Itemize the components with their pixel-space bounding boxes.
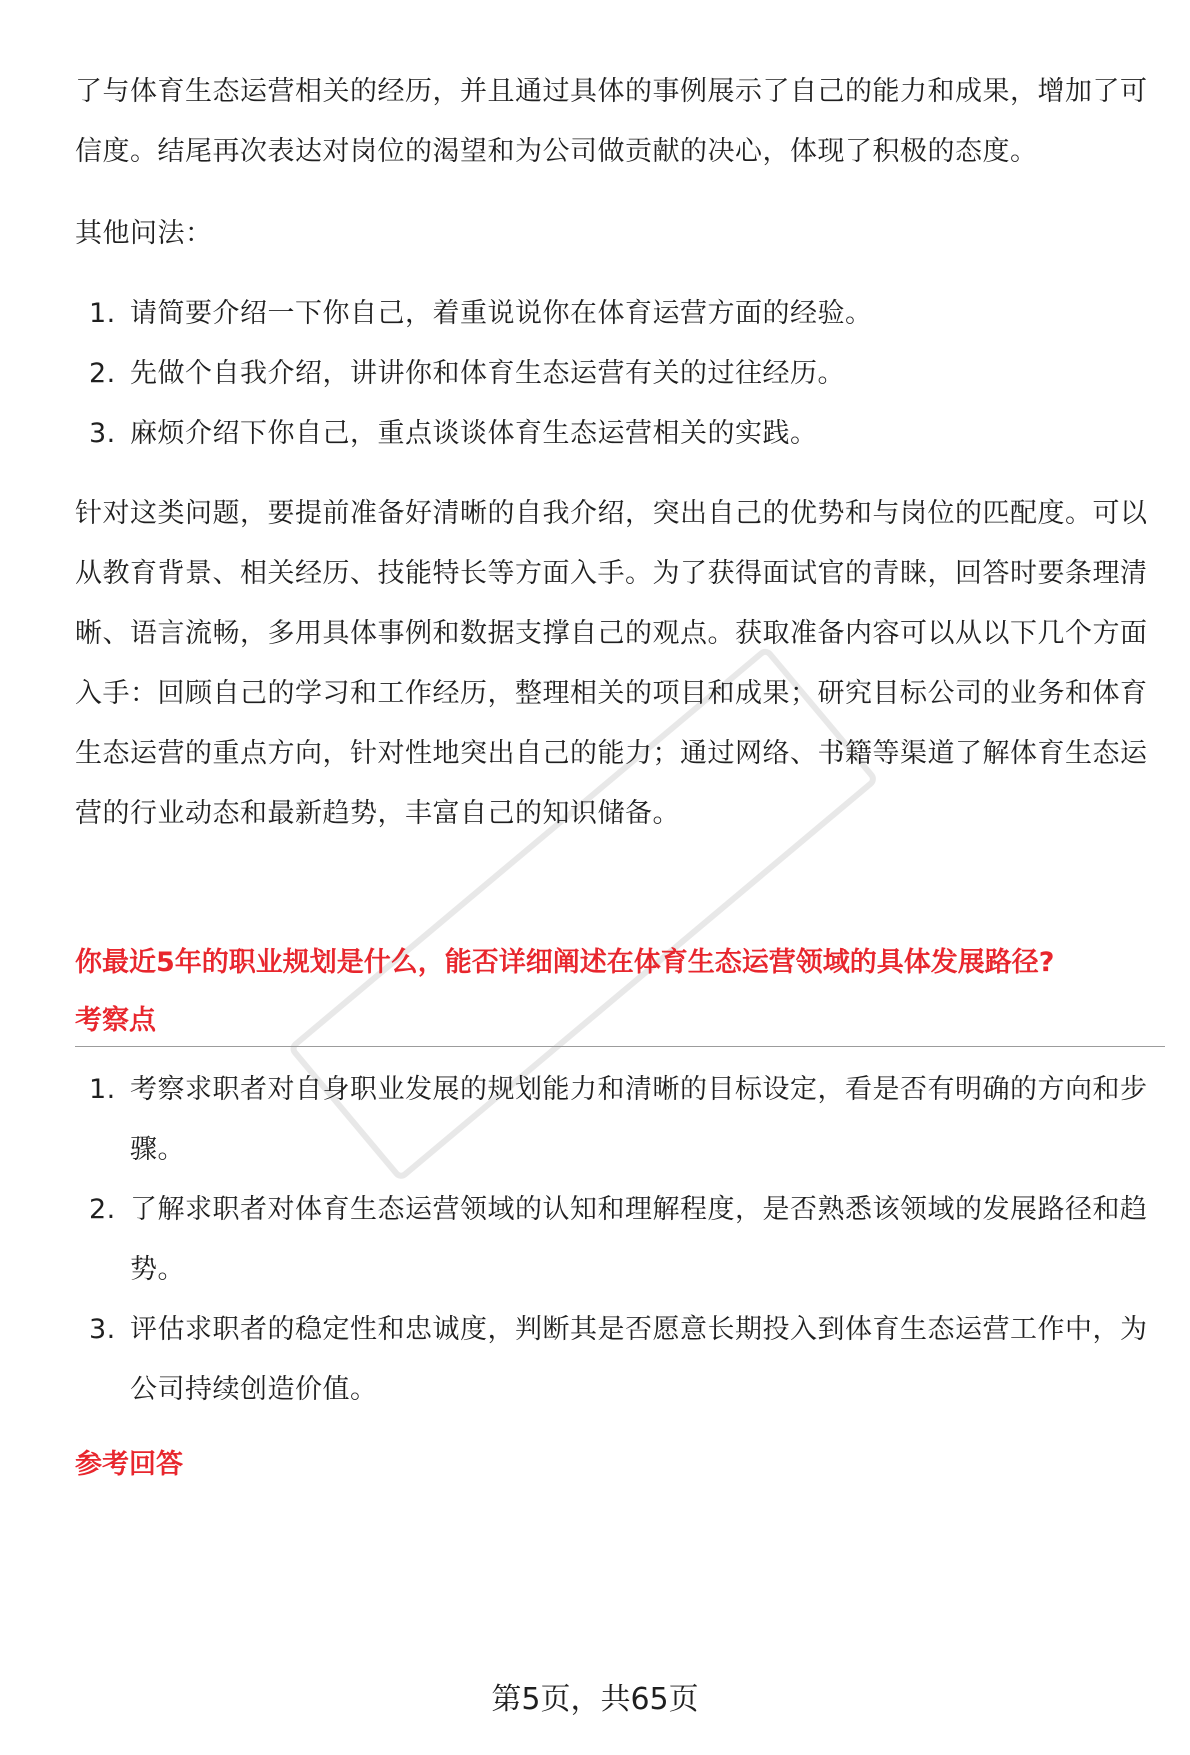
list-item xyxy=(75,1060,1160,1180)
question-title: 你最近5年的职业规划是什么，能否详细阐述在体育生态运营领域的具体发展路径? xyxy=(75,947,1055,978)
list-item xyxy=(75,344,1160,404)
advice-paragraph: 针对这类问题，要提前准备好清晰的自我介绍，突出自己的优势和与岗位的匹配度。可以从教育背景、相关经历、技能特长等方面入手。为了获得面试官的青睐，回答时要条理清晰、语言流畅，多用具体事例和数据支撑自己的观点。获取准备内容可以从以下几个方面入手：回顾自己的学习和工作经历，整理相关的项目和成果；研究目标公司的业务和体育生态运营的重点方向，针对性地突出自己的能力；通过网络、书籍等渠道了解体育生态运营的行业动态和最新趋势，丰富自己的知识储备。 xyxy=(75,498,1148,829)
assessment-label: 考察点 xyxy=(75,1005,156,1036)
reference-answer-label: 参考回答 xyxy=(75,1449,183,1480)
list-item-number: 2. xyxy=(89,358,116,389)
main-content xyxy=(75,62,1160,1484)
list-item-text: 了解求职者对体育生态运营领域的认知和理解程度，是否熟悉该领域的发展路径和趋势。 xyxy=(130,1194,1148,1285)
list-item-number: 2. xyxy=(89,1194,116,1225)
section-divider xyxy=(75,1046,1165,1047)
page-footer: 第5页，共65页 xyxy=(491,1682,699,1717)
list-item-text: 请简要介绍一下你自己，着重说说你在体育运营方面的经验。 xyxy=(130,298,873,329)
other-phrasings-list xyxy=(75,284,1160,464)
other-phrasings-label: 其他问法： xyxy=(75,218,213,249)
list-item-number: 3. xyxy=(89,418,116,449)
list-item xyxy=(75,404,1160,464)
list-item-number: 1. xyxy=(89,298,116,329)
list-item-text: 考察求职者对自身职业发展的规划能力和清晰的目标设定，看是否有明确的方向和步骤。 xyxy=(130,1074,1148,1165)
list-item-number: 1. xyxy=(89,1074,116,1105)
list-item-text: 麻烦介绍下你自己，重点谈谈体育生态运营相关的实践。 xyxy=(130,418,818,449)
intro-paragraph: 了与体育生态运营相关的经历，并且通过具体的事例展示了自己的能力和成果，增加了可信度。结尾再次表达对岗位的渴望和为公司做贡献的决心，体现了积极的态度。 xyxy=(75,76,1148,167)
list-item-text: 评估求职者的稳定性和忠诚度，判断其是否愿意长期投入到体育生态运营工作中，为公司持续创造价值。 xyxy=(130,1314,1148,1405)
list-item-number: 3. xyxy=(89,1314,116,1345)
assessment-points-list xyxy=(75,1060,1160,1420)
list-item xyxy=(75,1300,1160,1420)
list-item-text: 先做个自我介绍，讲讲你和体育生态运营有关的过往经历。 xyxy=(130,358,845,389)
list-item xyxy=(75,284,1160,344)
list-item xyxy=(75,1180,1160,1300)
